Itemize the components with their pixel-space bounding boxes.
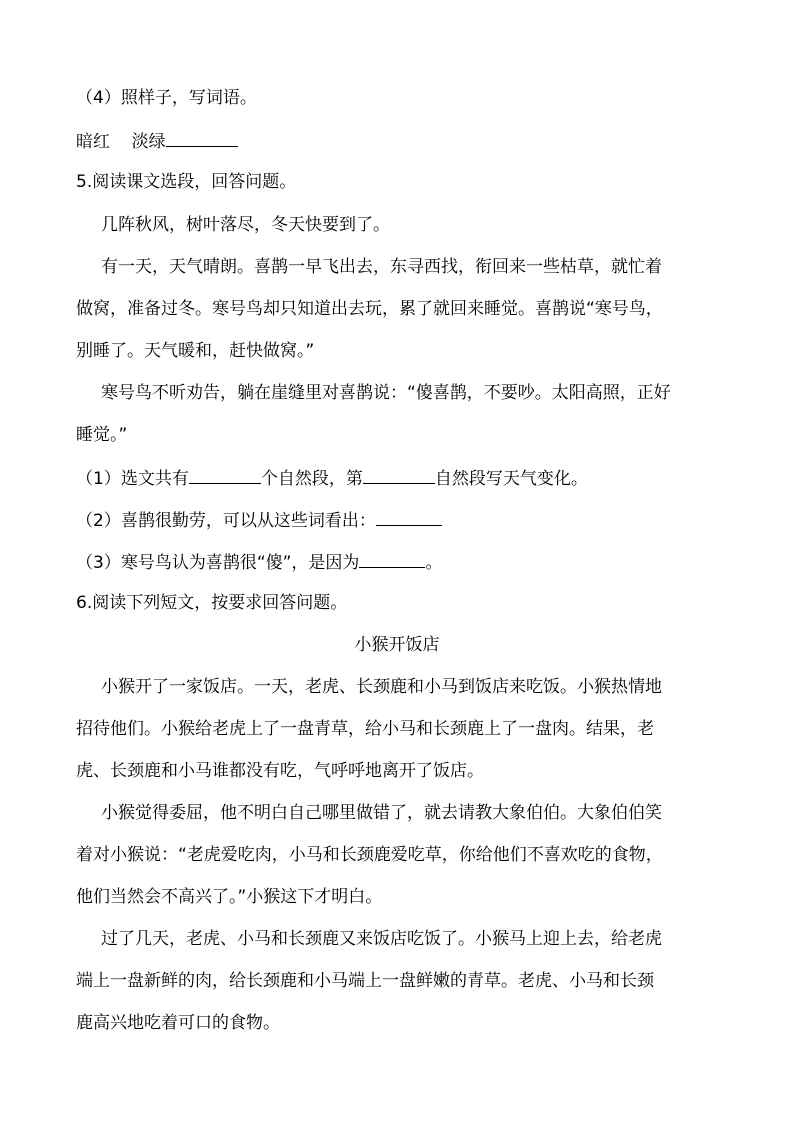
q5-sub1-text-c: 自然段写天气变化。 <box>434 469 588 489</box>
q6-passage-line: 端上一盘新鲜的肉，给长颈鹿和小马端上一盘鲜嫩的青草。老虎、小马和长颈 <box>76 971 654 991</box>
q5-passage-line: 几阵秋风，树叶落尽，冬天快要到了。 <box>101 215 390 235</box>
q6-story-title: 小猴开饭店 <box>354 635 440 655</box>
q5-sub1-text-b: 个自然段，第 <box>260 469 363 489</box>
q5-sub-question-2 <box>76 507 726 531</box>
q4-example-line <box>76 128 726 152</box>
q5-sub1-text-a: （1）选文共有 <box>76 469 189 489</box>
q5-sub3-blank[interactable] <box>359 549 425 568</box>
q4-word-2: 淡绿 <box>131 132 166 152</box>
q6-passage-line: 着对小猴说：“老虎爱吃肉，小马和长颈鹿爱吃草，你给他们不喜欢吃的食物， <box>76 845 663 865</box>
q5-sub1-blank-2[interactable] <box>363 465 435 484</box>
q6-passage-line: 虎、长颈鹿和小马谁都没有吃，气呼呼地离开了饭店。 <box>76 761 484 781</box>
q5-passage-line: 睡觉。” <box>76 425 128 445</box>
q5-passage-line: 寒号鸟不听劝告，躺在崖缝里对喜鹊说：“傻喜鹊，不要吵。太阳高照，正好 <box>101 383 671 403</box>
q5-sub2-blank[interactable] <box>376 507 442 526</box>
q4-word-1: 暗红 <box>76 132 110 152</box>
q6-passage-line: 小猴开了一家饭店。一天，老虎、长颈鹿和小马到饭店来吃饭。小猴热情地 <box>101 677 662 697</box>
q5-passage-line: 有一天，天气晴朗。喜鹊一早飞出去，东寻西找，衔回来一些枯草，就忙着 <box>101 257 662 277</box>
q6-passage-line: 招待他们。小猴给老虎上了一盘青草，给小马和长颈鹿上了一盘肉。结果，老 <box>76 719 654 739</box>
q6-passage-line: 鹿高兴地吃着可口的食物。 <box>76 1013 280 1033</box>
q5-sub3-text-b: 。 <box>425 553 443 573</box>
q6-passage-line: 过了几天，老虎、小马和长颈鹿又来饭店吃饭了。小猴马上迎上去，给老虎 <box>101 929 662 949</box>
q6-passage-line: 小猴觉得委屈，他不明白自己哪里做错了，就去请教大象伯伯。大象伯伯笑 <box>101 803 662 823</box>
q5-sub3-text-a: （3）寒号鸟认为喜鹊很“傻”，是因为 <box>76 553 360 573</box>
q6-heading: 6.阅读下列短文，按要求回答问题。 <box>76 593 348 613</box>
q5-sub-question-3 <box>76 549 726 573</box>
q5-sub1-blank-1[interactable] <box>189 465 261 484</box>
q5-sub2-text: （2）喜鹊很勤劳，可以从这些词看出： <box>76 511 376 531</box>
q5-heading: 5.阅读课文选段，回答问题。 <box>76 172 297 192</box>
q6-passage-line: 他们当然会不高兴了。”小猴这下才明白。 <box>76 887 383 907</box>
q4-prompt: （4）照样子，写词语。 <box>76 88 257 108</box>
q5-passage-line: 别睡了。天气暖和，赶快做窝。” <box>76 341 315 361</box>
q5-sub-question-1 <box>76 465 726 489</box>
q4-answer-blank[interactable] <box>166 128 238 147</box>
q5-passage-line: 做窝，准备过冬。寒号鸟却只知道出去玩，累了就回来睡觉。喜鹊说“寒号鸟， <box>76 299 663 319</box>
